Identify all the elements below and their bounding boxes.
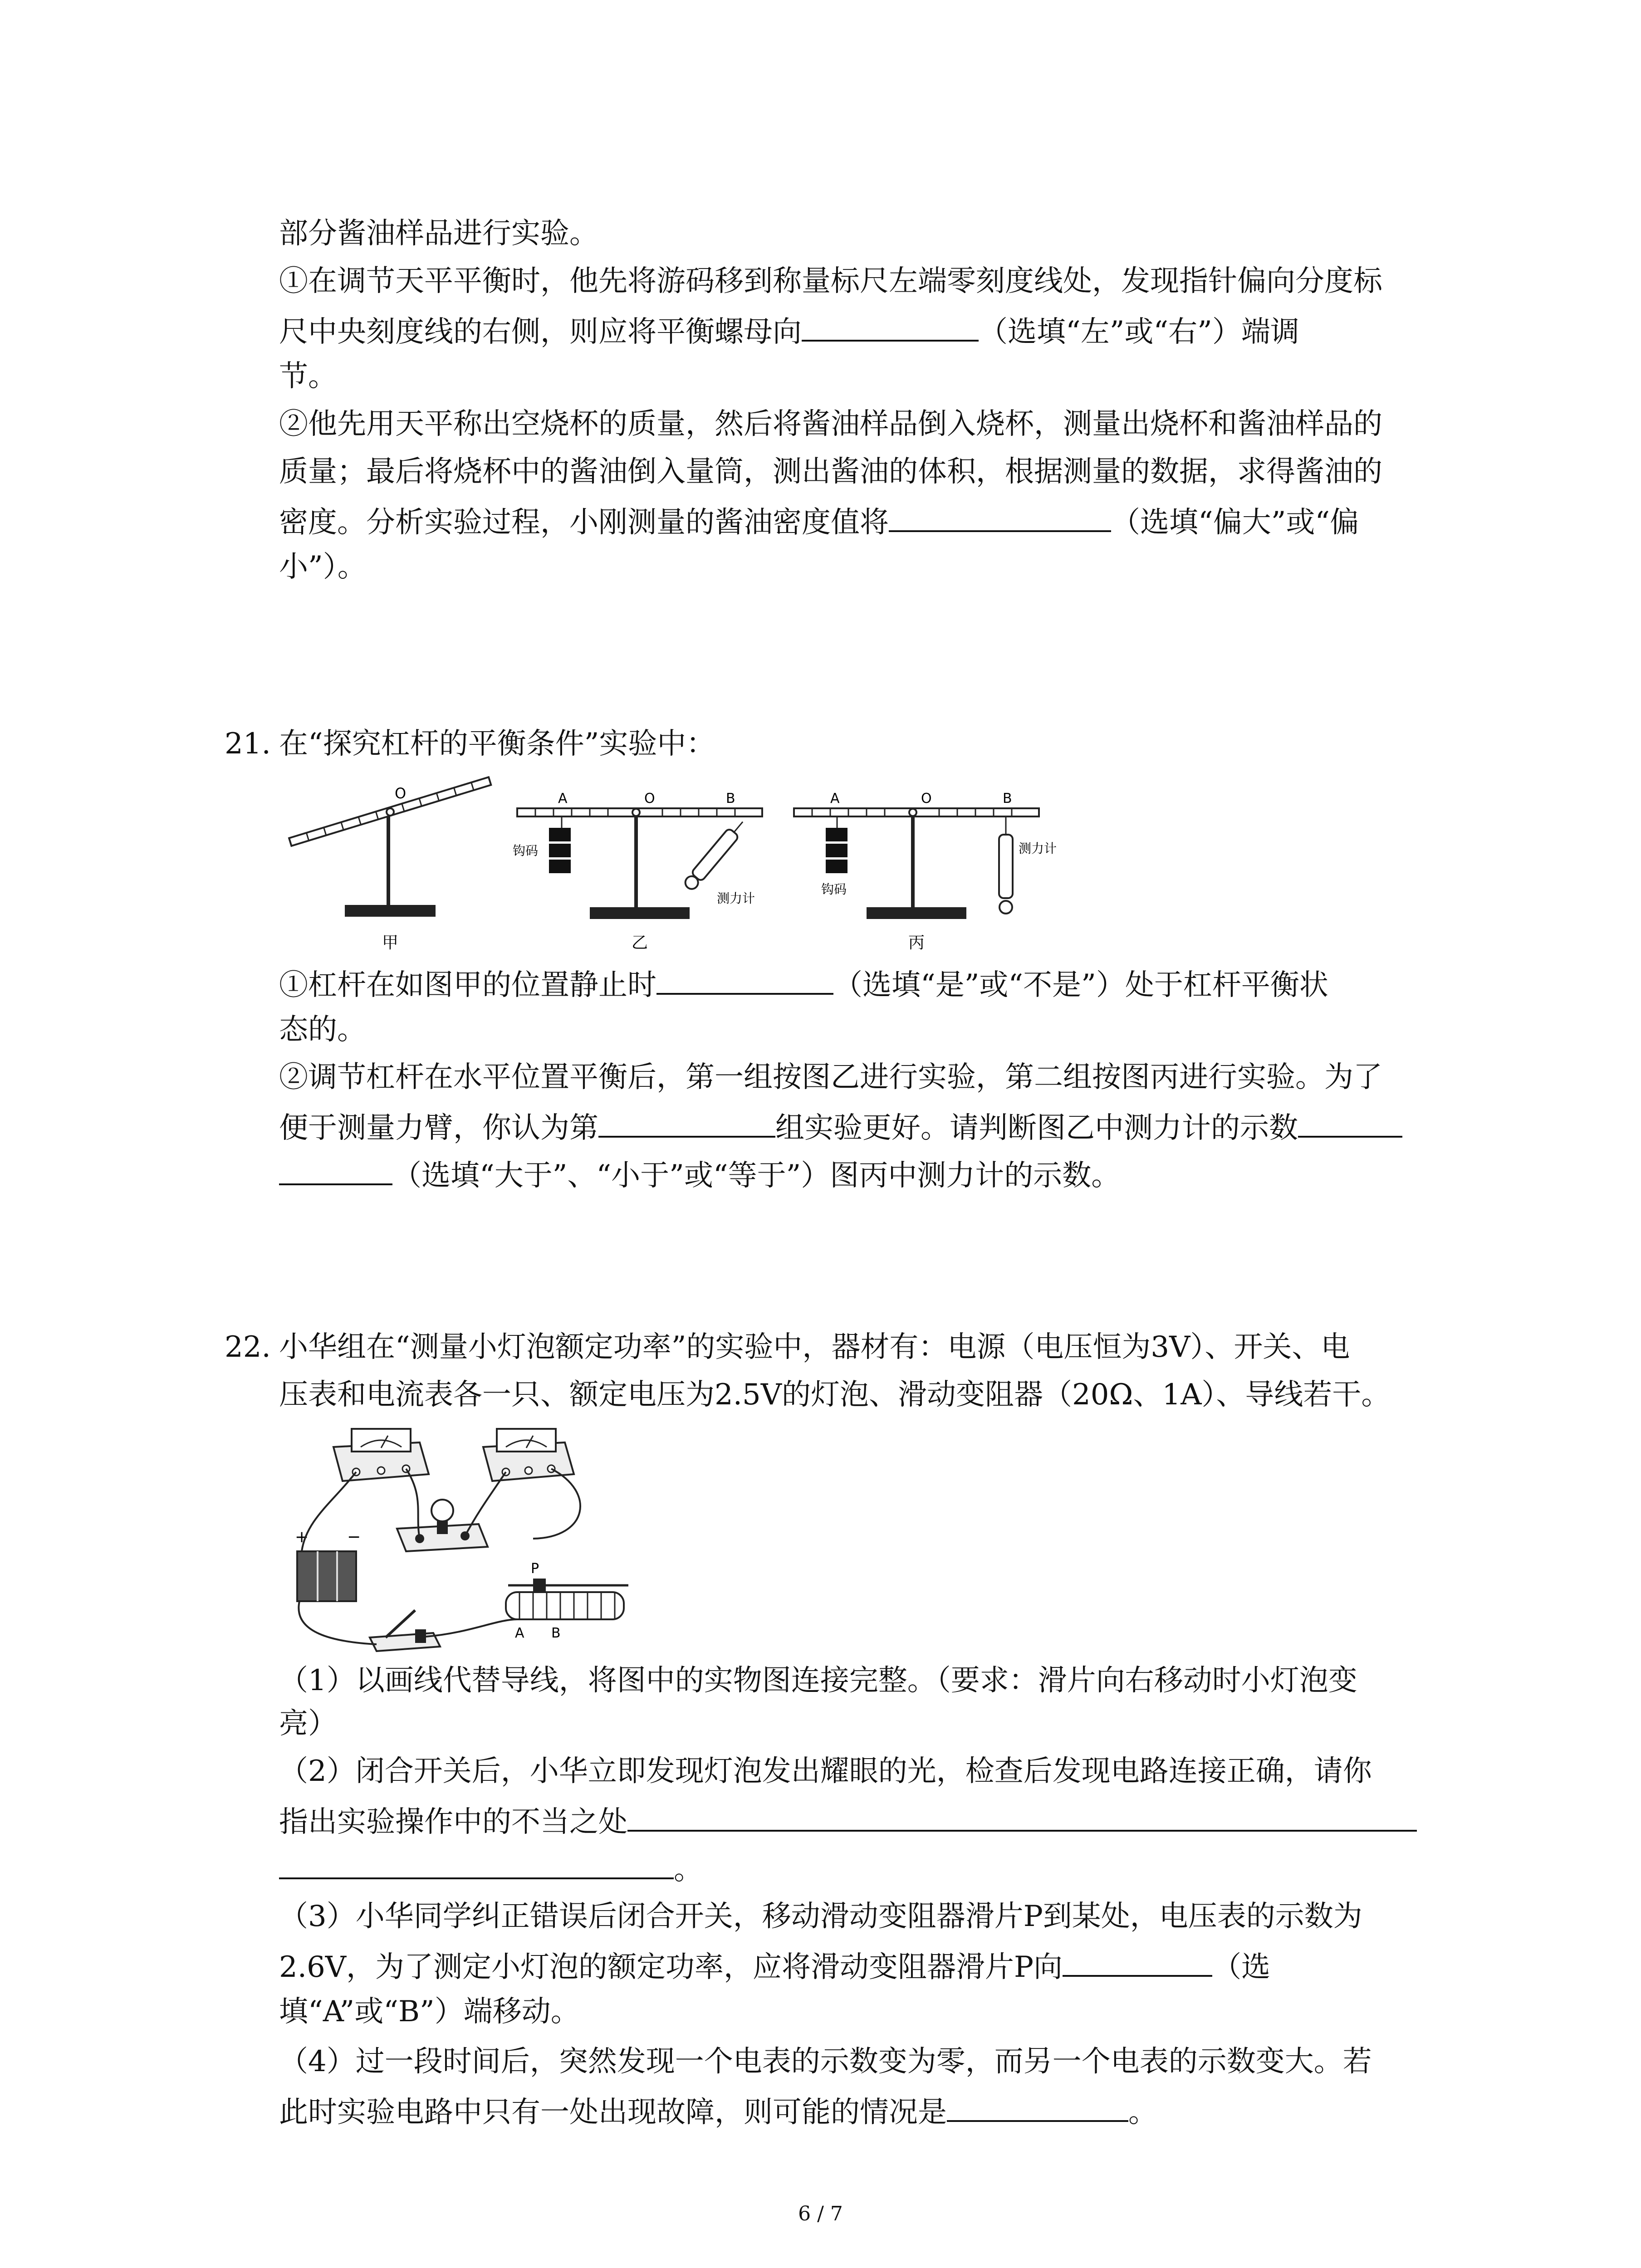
q22-number: 22. <box>225 1330 271 1364</box>
spring-scale-bing <box>999 816 1013 914</box>
q21-answer-blank-2[interactable] <box>598 1107 775 1138</box>
q20-line8: 小”）。 <box>279 550 367 584</box>
lever-figure <box>281 771 1089 953</box>
label-gouma-bing: 钩码 <box>821 882 847 897</box>
q21-line5-text: （选填“大于”、“小于”或“等于”）图丙中测力计的示数。 <box>392 1159 1121 1193</box>
light-bulb <box>397 1500 488 1551</box>
q22-p3-line2 <box>279 1946 1270 1985</box>
q21-line4 <box>279 1107 1402 1146</box>
q22-p3-text-b2: （选 <box>1212 1950 1271 1984</box>
lever-diagram-yi <box>513 791 762 952</box>
q22-answer-blank-2[interactable] <box>627 1801 1417 1832</box>
q20-line6: 质量；最后将烧杯中的酱油倒入量筒，测出酱油的体积，根据测量的数据，求得酱油的 <box>279 455 1382 489</box>
weight-block <box>826 828 847 841</box>
q22-p2-line1: （2）闭合开关后，小华立即发现灯泡发出耀眼的光，检查后发现电路连接正确，请你 <box>279 1755 1372 1788</box>
q22-p4-text-b2: 。 <box>1128 2096 1157 2129</box>
q20-line1: 部分酱油样品进行实验。 <box>279 217 598 250</box>
q22-p2-text-c: 。 <box>674 1853 703 1887</box>
q20-line7-text-a: 密度。分析实验过程，小刚测量的酱油密度值将 <box>279 506 889 539</box>
q22-p3-line1: （3）小华同学纠正错误后闭合开关，移动滑动变阻器滑片P到某处，电压表的示数为 <box>279 1900 1362 1933</box>
label-B-yi: B <box>726 791 735 807</box>
terminal-A-label: A <box>515 1625 524 1641</box>
q22-p3-line3: 填“A”或“B”）端移动。 <box>279 1995 580 2028</box>
q22-answer-blank-4[interactable] <box>947 2091 1128 2122</box>
q21-line2: 态的。 <box>279 1013 366 1046</box>
q22-p2-text-b: 指出实验操作中的不当之处 <box>279 1805 627 1839</box>
label-O-yi: O <box>644 791 655 807</box>
q22-p2-line2 <box>279 1801 1417 1840</box>
q22-line2: 压表和电流表各一只、额定电压为2.5V的灯泡、滑动变阻器（20Ω、1A）、导线若干。 <box>279 1378 1391 1412</box>
caption-bing: 丙 <box>908 934 925 952</box>
spring-scale-yi <box>682 817 748 892</box>
q20-line3-text-b: （选填“左”或“右”）端调 <box>979 315 1299 349</box>
caption-yi: 乙 <box>631 934 648 952</box>
q22-p2-line3 <box>279 1848 703 1888</box>
q21-answer-blank-1[interactable] <box>656 964 833 995</box>
q22-p4-line1: （4）过一段时间后，突然发现一个电表的示数变为零，而另一个电表的示数变大。若 <box>279 2045 1372 2078</box>
lever-diagram-jia <box>289 777 491 952</box>
q21-answer-blank-3-cont[interactable] <box>279 1154 392 1185</box>
q20-line3 <box>279 311 1299 350</box>
weight-block <box>549 860 571 873</box>
label-O-jia: O <box>395 785 407 802</box>
q20-line3-text-a: 尺中央刻度线的右侧，则应将平衡螺母向 <box>279 315 802 349</box>
label-celiji-bing: 测力计 <box>1019 841 1057 856</box>
label-A-bing: A <box>830 791 840 807</box>
circuit-figure <box>279 1420 642 1656</box>
weight-block <box>549 844 571 857</box>
q20-answer-blank-1[interactable] <box>802 311 979 342</box>
weight-block <box>826 860 847 873</box>
q22-p3-text-b1: 2.6V，为了测定小灯泡的额定功率，应将滑动变阻器滑片P向 <box>279 1950 1063 1984</box>
label-gouma-yi: 钩码 <box>513 843 539 858</box>
q21-title: 在“探究杠杆的平衡条件”实验中： <box>279 727 715 761</box>
q20-line7 <box>279 501 1359 541</box>
q20-line7-text-b: （选填“偏大”或“偏 <box>1111 506 1359 539</box>
q22-p4-text-b1: 此时实验电路中只有一处出现故障，则可能的情况是 <box>279 2096 947 2129</box>
q20-line2: ①在调节天平平衡时，他先将游码移到称量标尺左端零刻度线处，发现指针偏向分度标 <box>279 264 1382 298</box>
q21-line1-text-b: （选填“是”或“不是”）处于杠杆平衡状 <box>833 968 1328 1002</box>
q20-answer-blank-2[interactable] <box>889 501 1111 532</box>
q21-line3: ②调节杠杆在水平位置平衡后，第一组按图乙进行实验，第二组按图丙进行实验。为了 <box>279 1061 1382 1094</box>
q22-line1: 小华组在“测量小灯泡额定功率”的实验中，器材有：电源（电压恒为3V）、开关、电 <box>279 1330 1350 1364</box>
q21-line1-text-a: ①杠杆在如图甲的位置静止时 <box>279 968 656 1002</box>
q22-answer-blank-3[interactable] <box>1063 1946 1212 1977</box>
q22-p1-line2: 亮） <box>279 1707 337 1740</box>
q22-p4-line2 <box>279 2091 1157 2131</box>
label-B-bing: B <box>1003 791 1012 807</box>
q22-answer-blank-2-cont[interactable] <box>279 1848 674 1879</box>
q21-number: 21. <box>225 727 271 761</box>
caption-jia: 甲 <box>382 934 399 952</box>
battery-plus-label: + <box>295 1528 309 1546</box>
label-A-yi: A <box>558 791 568 807</box>
weight-block <box>549 828 571 841</box>
rheostat <box>506 1561 628 1641</box>
label-celiji-yi: 测力计 <box>717 891 755 906</box>
q21-line1 <box>279 964 1328 1003</box>
label-O-bing: O <box>921 791 932 807</box>
q21-answer-blank-3[interactable] <box>1298 1107 1402 1138</box>
slider-P-label: P <box>531 1561 539 1577</box>
ammeter <box>333 1429 429 1481</box>
weight-block <box>826 844 847 857</box>
q21-line4-text-b: 组实验更好。请判断图乙中测力计的示数 <box>775 1111 1298 1145</box>
q21-line4-text-a: 便于测量力臂，你认为第 <box>279 1111 598 1145</box>
q21-line5 <box>279 1154 1120 1194</box>
q20-line4: 节。 <box>279 360 337 393</box>
page-number: 6 / 7 <box>798 2202 843 2225</box>
q20-line5: ②他先用天平称出空烧杯的质量，然后将酱油样品倒入烧杯，测量出烧杯和酱油样品的 <box>279 407 1382 441</box>
battery-minus-label: − <box>347 1528 361 1546</box>
terminal-B-label: B <box>551 1625 561 1641</box>
lever-diagram-bing <box>794 791 1057 952</box>
switch <box>370 1610 440 1651</box>
q22-p1-line1: （1）以画线代替导线，将图中的实物图连接完整。（要求：滑片向右移动时小灯泡变 <box>279 1664 1357 1697</box>
